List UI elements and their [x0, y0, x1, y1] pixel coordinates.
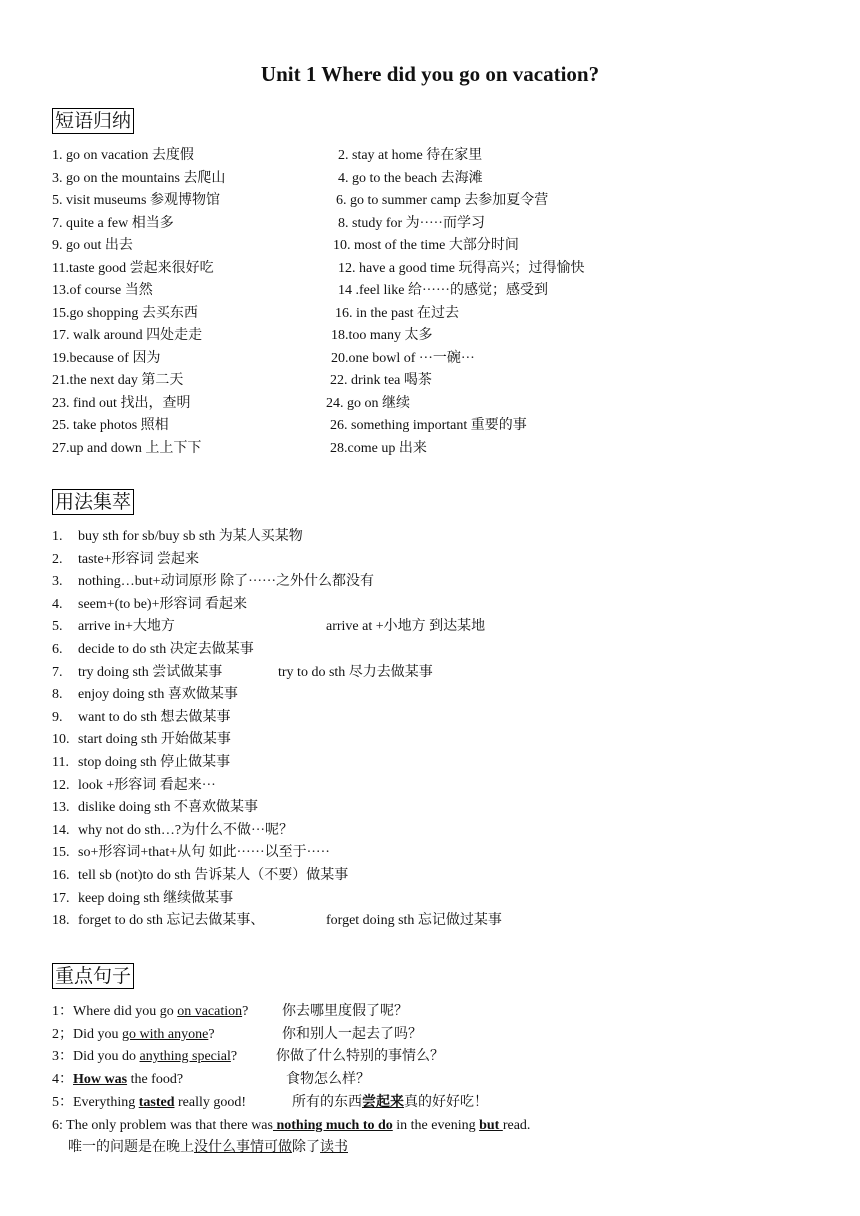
usage-text-secondary: arrive at +小地方 到达某地 — [326, 619, 486, 635]
section-heading-phrases: 短语归纳 — [52, 108, 134, 134]
phrase-item: 12. have a good time 玩得高兴；过得愉快 — [338, 260, 585, 276]
usage-text: seem+(to be)+形容词 看起来 — [78, 596, 247, 612]
phrase-item: 1. go on vacation 去度假 — [52, 148, 194, 163]
phrase-item: 17. walk around 四处走走 — [52, 328, 203, 343]
phrase-item: 19.because of 因为 — [52, 350, 161, 366]
sentence-6-translation: 唯一的问题是在晚上没什么事情可做除了读书 — [68, 1140, 348, 1155]
usage-number: 13. — [52, 800, 70, 816]
usage-text: buy sth for sb/buy sb sth 为某人买某物 — [78, 529, 303, 544]
usage-text: taste+形容词 尝起来 — [78, 551, 200, 567]
usage-item — [52, 528, 303, 546]
usage-text: look +形容词 看起来··· — [78, 777, 216, 793]
phrase-item: 23. find out 找出，查明 — [52, 395, 191, 411]
usage-text: want to do sth 想去做某事 — [78, 709, 231, 725]
usage-item — [52, 799, 258, 817]
phrase-item: 5. visit museums 参观博物馆 — [52, 193, 221, 208]
usage-text-secondary: forget doing sth 忘记做过某事 — [326, 913, 502, 929]
usage-text: decide to do sth 决定去做某事 — [78, 642, 254, 657]
usage-item — [52, 596, 247, 614]
usage-number: 15. — [52, 845, 70, 861]
usage-text: stop doing sth 停止做某事 — [78, 755, 231, 770]
page-title: Unit 1 Where did you go on vacation? — [260, 62, 600, 86]
usage-number: 17. — [52, 890, 70, 906]
usage-item — [52, 731, 231, 749]
usage-text: nothing…but+动词原形 除了······之外什么都没有 — [78, 574, 375, 590]
sentence-3: 3：Did you do anything special? 你做了什么特别的事情么？ — [52, 1049, 444, 1064]
sentence-4: 4：How was the food? 食物怎么样？ — [52, 1072, 370, 1087]
usage-item — [52, 664, 433, 682]
phrase-item: 8. study for 为·····而学习 — [338, 215, 485, 231]
phrase-item: 4. go to the beach 去海滩 — [338, 170, 483, 186]
usage-item — [52, 867, 348, 885]
usage-text: start doing sth 开始做某事 — [78, 732, 231, 748]
usage-text: forget to do sth 忘记去做某事、 — [78, 913, 265, 929]
phrase-item: 2. stay at home 待在家里 — [338, 148, 483, 163]
usage-number: 2. — [52, 551, 63, 567]
usage-text: arrive in+大地方 — [78, 619, 175, 635]
phrase-item: 7. quite a few 相当多 — [52, 215, 174, 231]
usage-number: 4. — [52, 596, 63, 612]
section-heading-sentences: 重点句子 — [52, 963, 134, 989]
usage-text: so+形容词+that+从句 如此······以至于····· — [78, 845, 330, 861]
phrase-item: 11.taste good 尝起来很好吃 — [52, 260, 214, 276]
usage-number: 11. — [52, 755, 69, 770]
phrase-item: 27.up and down 上上下下 — [52, 440, 202, 456]
usage-text: keep doing sth 继续做某事 — [78, 890, 234, 906]
usage-number: 10. — [52, 732, 70, 748]
usage-item — [52, 777, 216, 795]
usage-text: why not do sth…?为什么不做···呢？ — [78, 822, 294, 838]
phrase-item: 21.the next day 第二天 — [52, 373, 184, 388]
phrase-item: 3. go on the mountains 去爬山 — [52, 170, 226, 186]
usage-item — [52, 844, 330, 862]
usage-text: enjoy doing sth 喜欢做某事 — [78, 687, 238, 703]
usage-item — [52, 890, 233, 908]
usage-number: 8. — [52, 687, 63, 703]
sentence-6: 6: The only problem was that there was nothing much to do in the evening but read. — [52, 1118, 531, 1133]
usage-number: 16. — [52, 868, 70, 883]
usage-text-secondary: try to do sth 尽力去做某事 — [278, 664, 433, 680]
phrase-item: 18.too many 太多 — [331, 328, 433, 343]
usage-item — [52, 822, 293, 840]
sentence-2: 2；Did you go with anyone? 你和别人一起去了吗？ — [52, 1027, 422, 1042]
usage-number: 5. — [52, 619, 63, 635]
usage-number: 3. — [52, 574, 63, 590]
usage-number: 6. — [52, 642, 63, 657]
usage-item — [52, 709, 230, 727]
usage-item — [52, 573, 374, 591]
usage-text: tell sb (not)to do sth 告诉某人（不要）做某事 — [78, 868, 349, 883]
phrase-item: 28.come up 出来 — [330, 440, 427, 456]
usage-item — [52, 912, 502, 930]
sentence-5: 5：Everything tasted really good! 所有的东西尝起来真的好好吃！ — [52, 1095, 488, 1110]
usage-item — [52, 641, 254, 659]
phrase-item: 10. most of the time 大部分时间 — [333, 238, 519, 253]
usage-number: 9. — [52, 709, 63, 725]
sentence-1: 1：Where did you go on vacation? 你去哪里度假了呢？ — [52, 1004, 408, 1019]
phrase-item: 16. in the past 在过去 — [335, 305, 460, 321]
usage-number: 14. — [52, 822, 70, 838]
usage-item — [52, 686, 238, 704]
usage-item — [52, 618, 486, 636]
usage-item — [52, 551, 199, 569]
usage-text: dislike doing sth 不喜欢做某事 — [78, 800, 259, 816]
phrase-item: 14 .feel like 给······的感觉；感受到 — [338, 283, 548, 298]
usage-number: 7. — [52, 664, 63, 680]
phrase-item: 26. something important 重要的事 — [330, 418, 527, 433]
phrase-item: 25. take photos 照相 — [52, 418, 169, 433]
phrase-item: 20.one bowl of ···一碗··· — [331, 350, 475, 366]
usage-number: 12. — [52, 777, 70, 793]
section-heading-usage: 用法集萃 — [52, 489, 134, 515]
usage-item — [52, 754, 230, 772]
phrase-item: 6. go to summer camp 去参加夏令营 — [336, 193, 549, 208]
usage-number: 1. — [52, 529, 63, 544]
phrase-item: 22. drink tea 喝茶 — [330, 373, 432, 388]
phrase-item: 24. go on 继续 — [326, 395, 410, 411]
usage-number: 18. — [52, 913, 70, 929]
phrase-item: 15.go shopping 去买东西 — [52, 305, 198, 321]
usage-text: try doing sth 尝试做某事 — [78, 664, 223, 680]
phrase-item: 13.of course 当然 — [52, 283, 153, 298]
phrase-item: 9. go out 出去 — [52, 238, 133, 253]
